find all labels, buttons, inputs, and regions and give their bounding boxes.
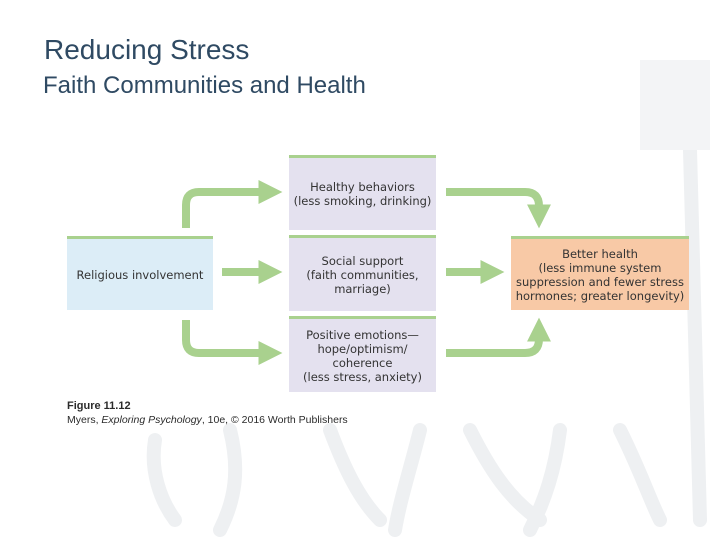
figure-caption	[67, 400, 348, 427]
pathway-box-social-support	[289, 235, 436, 311]
slide-subtitle: Faith Communities and Health	[43, 72, 366, 99]
credit-book: Exploring Psychology	[101, 414, 202, 426]
outcome-label: Better health (less immune system suppression and fewer stress hormones; greater longevity)	[515, 246, 685, 303]
pathway-label: Social support (faith communities, marriage)	[306, 253, 419, 296]
arrow-to-healthy-behaviors	[186, 192, 268, 228]
pathway-label: Positive emotions— hope/optimism/ coherence (less stress, anxiety)	[303, 327, 422, 384]
outcome-box-better-health	[511, 236, 689, 310]
arrow-from-positive-emotions	[446, 332, 539, 353]
credit-publisher: , 10e, © 2016 Worth Publishers	[201, 414, 348, 426]
source-box-religious-involvement	[67, 236, 213, 310]
pathway-label: Healthy behaviors (less smoking, drinking)	[293, 180, 432, 208]
figure-credit	[67, 413, 348, 427]
figure-number: Figure 11.12	[67, 400, 131, 412]
slide-title: Reducing Stress	[44, 34, 250, 65]
source-label: Religious involvement	[76, 267, 204, 282]
arrow-to-positive-emotions	[186, 320, 268, 353]
pathway-box-positive-emotions	[289, 316, 436, 392]
pathway-box-healthy-behaviors	[289, 155, 436, 230]
arrow-from-healthy-behaviors	[446, 192, 539, 214]
credit-author: Myers,	[67, 414, 102, 426]
